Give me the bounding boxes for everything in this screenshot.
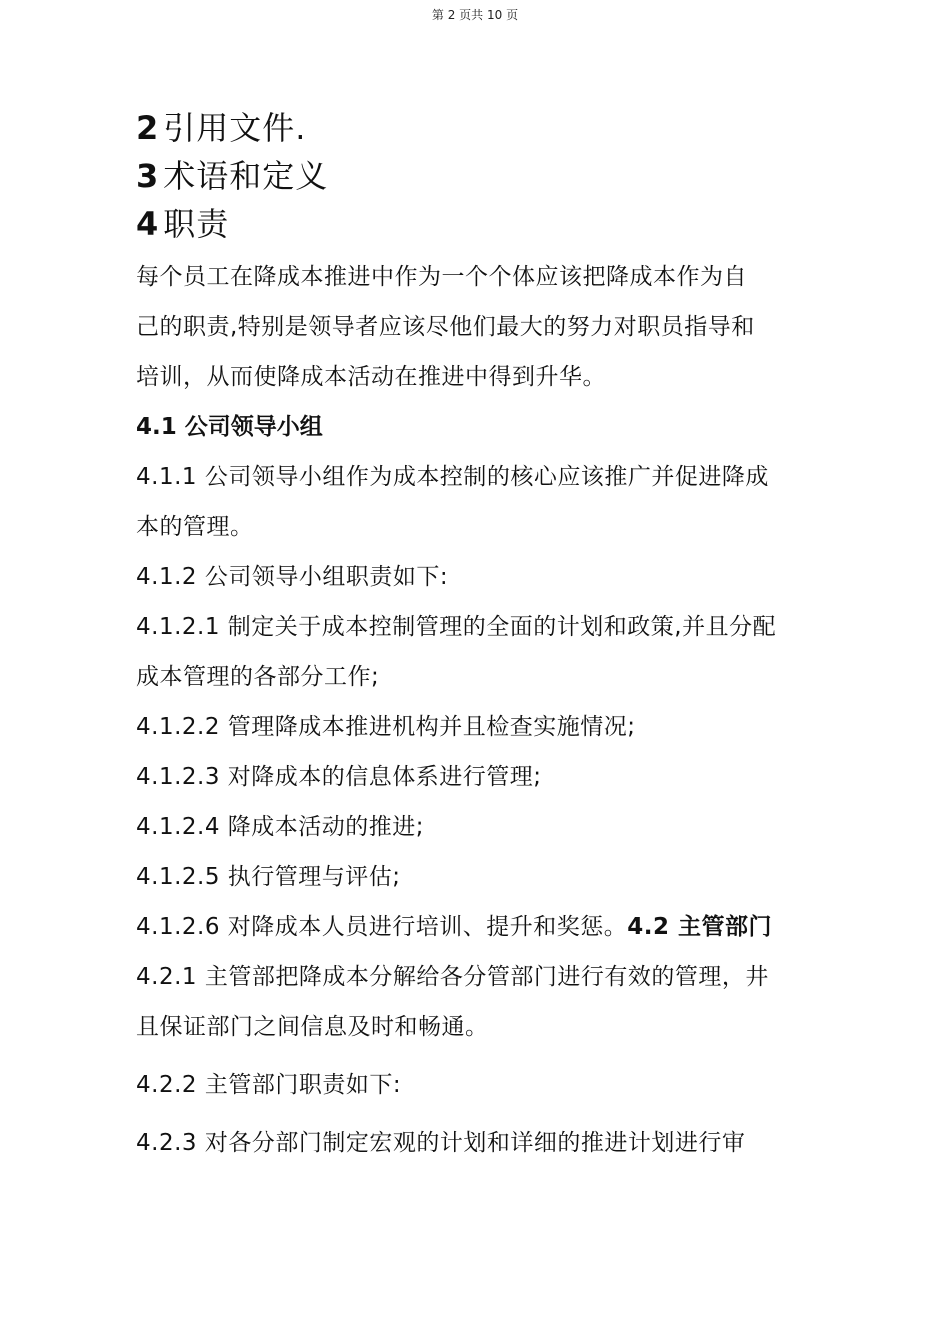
clause-4-1-2-6 <box>136 902 826 952</box>
clause-4-1-2-5: 4.1.2.5 执行管理与评估; <box>136 864 401 890</box>
text-line: 己的职责,特别是领导者应该尽他们最大的努力对职员指导和 <box>136 314 755 340</box>
section-4-heading <box>136 200 826 248</box>
section-number: 4 <box>136 205 160 243</box>
document-body <box>136 104 826 1168</box>
clause-4-1-1-cont: 本的管理。 <box>136 514 254 540</box>
clause-text: 4.1.2.6 对降成本人员进行培训、提升和奖惩。 <box>136 914 628 940</box>
clause-4-2-3: 4.2.3 对各分部门制定宏观的计划和详细的推进计划进行审 <box>136 1130 746 1156</box>
clause-4-2-1: 4.2.1 主管部把降成本分解给各分管部门进行有效的管理，井 <box>136 964 769 990</box>
section-number: 2 <box>136 109 160 147</box>
clause-4-1-2-1-cont: 成本管理的各部分工作; <box>136 664 380 690</box>
section-title: 引用文件. <box>163 109 307 147</box>
section-4-1-heading: 4.1 公司领导小组 <box>136 414 323 440</box>
section-number: 3 <box>136 157 160 195</box>
section-title: 职责 <box>163 205 230 243</box>
clause-4-2-1-cont: 且保证部门之间信息及时和畅通。 <box>136 1014 489 1040</box>
section-4-intro <box>136 252 826 402</box>
section-4-2-heading: 4.2 主管部门 <box>627 914 773 940</box>
clause-4-1-2-3: 4.1.2.3 对降成本的信息体系进行管理; <box>136 764 542 790</box>
text-line: 每个员工在降成本推进中作为一个个体应该把降成本作为自 <box>136 264 747 290</box>
clause-4-2-2: 4.2.2 主管部门职责如下: <box>136 1072 402 1098</box>
clause-4-1-2-2: 4.1.2.2 管理降成本推进机构并且检查实施情况; <box>136 714 636 740</box>
clause-4-1-2: 4.1.2 公司领导小组职责如下: <box>136 564 449 590</box>
clause-4-1-1: 4.1.1 公司领导小组作为成本控制的核心应该推广并促进降成 <box>136 464 769 490</box>
clause-4-1-2-1: 4.1.2.1 制定关于成本控制管理的全面的计划和政策,并且分配 <box>136 614 777 640</box>
section-3-heading <box>136 152 826 200</box>
text-line: 培训，从而使降成本活动在推进中得到升华。 <box>136 364 606 390</box>
section-2-heading <box>136 104 826 152</box>
page-number-header: 第 2 页共 10 页 <box>431 8 519 22</box>
section-title: 术语和定义 <box>163 157 329 195</box>
clause-4-1-2-4: 4.1.2.4 降成本活动的推进; <box>136 814 425 840</box>
